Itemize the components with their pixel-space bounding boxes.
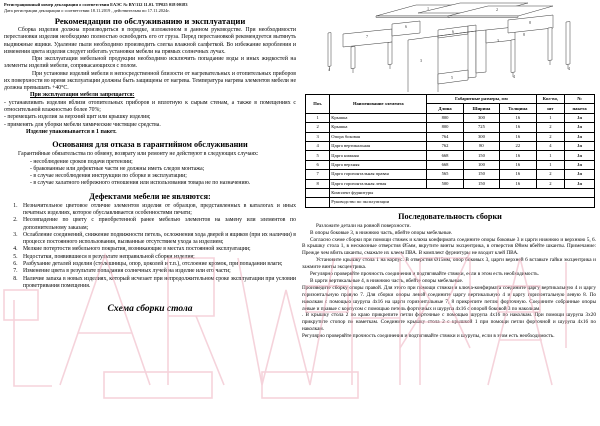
cell-pack: 1н (565, 113, 595, 122)
prohibited-item: - устанавливать изделия вблизи отопительных приборов и вплотную к сырым стенам, а также в помещениях с относительной влажностью более 70%; (4, 99, 296, 114)
cell-name: Царга нижняя (330, 151, 427, 160)
cell-width: 300 (463, 113, 499, 122)
cell-pack: 1н (565, 132, 595, 141)
cell-length: 500 (427, 179, 463, 188)
cell-name: Опора боковая (330, 132, 427, 141)
header-length: Длина (427, 104, 463, 113)
defects-list (4, 203, 296, 291)
cell-pos-empty (306, 198, 330, 207)
cell-name: Руководство по эксплуатации (330, 198, 595, 207)
defect-item: 5. Недостатки, появившиеся в результате неправильной сборки изделия; (19, 254, 296, 261)
packaging-note: Изделие упаковывается в 1 пакет. (26, 128, 117, 135)
header-qty-unit: шт (536, 104, 565, 113)
header-qty: Кол-во, (536, 95, 565, 104)
cell-length: 762 (427, 141, 463, 150)
diagram-label-8: 8 (529, 21, 531, 25)
cell-name: Комплект фурнитуры (330, 188, 595, 197)
assembly-step: Разложите детали на ровной поверхности. (316, 222, 411, 229)
diagram-label-3b: 3 (497, 39, 499, 43)
cell-name: Царга вертикальная (330, 141, 427, 150)
assembly-step: В царги вертикальные 4, в нижнюю часть, вбейте опоры мебельные. (310, 277, 464, 284)
table-row-extra (306, 198, 595, 207)
prohibited-heading (4, 92, 296, 99)
table-row (306, 132, 595, 141)
diagram-label-1: 1 (427, 7, 429, 11)
table-row-extra (306, 188, 595, 197)
cell-thickness: 22 (500, 141, 536, 150)
header-name: Наименование элемента (330, 95, 427, 114)
cell-length: 668 (427, 151, 463, 160)
diagram-label-7: 7 (366, 35, 368, 39)
defect-item: 7. Изменение цвета в результате попадания солнечных лучей на изделие или его части; (19, 268, 296, 275)
cell-pos: 4 (306, 141, 330, 150)
defect-item: 2. Несовпадение по цвету с приобретенной ранее мебелью элементов на замену или элементов по дополнительному заказам; (19, 217, 296, 232)
cell-qty: 1 (536, 160, 565, 169)
cell-thickness: 16 (500, 132, 536, 141)
cell-width: 100 (463, 160, 499, 169)
diagram-label-2: 2 (496, 8, 498, 12)
diagram-label-3: 3 (420, 59, 422, 63)
header-width: Ширина (463, 104, 499, 113)
assembly-step: Установите крышку стола 1 на корпус. В отверстия Ø15мм, опор боковых 3, царги верхней 6 вставьте гайки эксцентрика и зажмите винты эксцентрика. (302, 257, 596, 271)
cell-length: 668 (427, 160, 463, 169)
cell-thickness: 16 (500, 160, 536, 169)
warranty-case: - несоблюдение сроков подачи претензии; (30, 158, 133, 165)
cell-name: Крышка (330, 113, 427, 122)
cell-pos: 5 (306, 151, 330, 160)
assembly-step: Произведите сборку опоры правой. Для этого при помощи стяжки и ключа-конфирмата соедините царгу вертикальную 4 и царгу горизонтальную правую 7. Для сборки опоры левой соедините царгу вертикальную 4 и царгу горизонтальную левую 8. По наколкам с помощью шурупа 4х16 на царги горизонтальные 7, 8 прикрепите петлю форточную. Соедините собранные опоры левые и правые с корпусом с помощью петель форточных и шурупа 4х16 с опорой боковой 3 по наколкам. (302, 284, 596, 312)
cell-width: 300 (463, 132, 499, 141)
table-row (306, 170, 595, 179)
cell-pack: 1н (565, 160, 595, 169)
assembly-step: Согласно схеме сборки при помощи стяжек и ключа конфирмата соедините опоры боковые 3 и царги нижнюю и верхнюю 5, 6. В крышку стола 1, в несквозные отверстия Ø5мм, вкрутите винты эксцентрика, в отверстия Ø8мм вбейте шканты. Примечание: Прежде чем вбить шканты, смажьте их клеем ПВА. В комплект фурнитуры не входит клей ПВА. (302, 236, 596, 257)
cell-width: 150 (463, 179, 499, 188)
cell-pos: 7 (306, 170, 330, 179)
cell-width: 725 (463, 123, 499, 132)
maintenance-paragraph-3: При установке изделий мебели в непосредственной близости от нагревательных и отопительных приборов их поверхности во время эксплуатации должны быть защищены от нагрева. Температура нагрева элементов мебели не должна превышать +40°С. (4, 70, 296, 92)
cell-width: 80 (463, 141, 499, 150)
cell-thickness: 16 (500, 151, 536, 160)
cell-width: 150 (463, 151, 499, 160)
assembly-step: Регулярно проверяйте прочность соединения и подтягивайте стяжки, если в этом есть необходимость. (310, 271, 539, 278)
cell-qty: 2 (536, 179, 565, 188)
cell-pos: 1 (306, 113, 330, 122)
cell-pack: 1н (565, 179, 595, 188)
defect-item: 1. Незначительное цветовое отличие элементов изделия от образцов, представленных в каталогах и иных печатных изделиях, которое обуславливается особенностями печати; (19, 203, 296, 218)
table-row (306, 179, 595, 188)
prohibited-item: - перемещать изделия за верхний щит или крышку изделия; (4, 114, 151, 121)
header-pos: Поз. (306, 95, 330, 114)
warranty-intro: Гарантийные обязательства по обмену, возврату или ремонту не действуют в следующих случаях: (18, 151, 259, 158)
cell-qty: 4 (536, 141, 565, 150)
left-column (4, 2, 296, 419)
cell-pack: 1н (565, 123, 595, 132)
registration-number-line: Регистрационный номер декларации о соответствии ЕАЭС № BY/112 11.01. ТР025 018 00183 (4, 2, 188, 7)
header-thickness: Толщина (500, 104, 536, 113)
assembly-step: Регулярно проверяйте прочность соединения и подтягивайте стяжки и шурупы, если в этом есть необходимость. (302, 333, 555, 340)
maintenance-paragraph-2: При эксплуатации мебельной продукции необходимо исключить попадание воды и иных жидкостей на элементы изделий мебели, соприкасающихся с полом. (4, 56, 296, 70)
table-row (306, 151, 595, 160)
right-column (300, 0, 600, 421)
defect-item: 8. Наличие запаха в новых изделиях, который исчезает при непродолжительном сроке эксплуатации при условии проветривания помещения. (19, 276, 296, 291)
cell-thickness: 16 (500, 179, 536, 188)
diagram-label-8b: 8 (523, 33, 525, 37)
cell-pos: 2 (306, 123, 330, 132)
warranty-case: - в случае халатного небрежного отношения или использования товара не по назначению. (30, 180, 251, 187)
cell-pos: 3 (306, 132, 330, 141)
prohibited-heading-text: При эксплуатации мебели запрещается: (30, 92, 135, 99)
cell-width: 150 (463, 170, 499, 179)
cell-pos: 8 (306, 179, 330, 188)
cell-pos-empty (306, 188, 330, 197)
cell-qty: 2 (536, 132, 565, 141)
diagram-label-4: 4 (513, 75, 515, 79)
defect-item: 4. Мелкие потертости мебельного покрытия, возникающие в местах постоянной эксплуатации; (19, 246, 296, 253)
assembly-title: Последовательность сборки (398, 211, 502, 221)
cell-name: Царга горизонтальная правая (330, 170, 427, 179)
parts-table-body (306, 113, 595, 207)
prohibited-list (4, 100, 296, 129)
cell-pos: 6 (306, 160, 330, 169)
warranty-title: Основания для отказа в гарантийном обслуживании (52, 140, 248, 150)
table-row (306, 160, 595, 169)
table-row (306, 113, 595, 122)
cell-thickness: 16 (500, 113, 536, 122)
header-pack: № (565, 95, 595, 104)
cell-length: 800 (427, 113, 463, 122)
cell-thickness: 16 (500, 170, 536, 179)
cell-length: 800 (427, 123, 463, 132)
scheme-caption: Схема сборки стола (107, 304, 193, 315)
cell-pack: 1н (565, 151, 595, 160)
cell-qty: 1 (536, 151, 565, 160)
defects-title: Дефектами мебели не являются: (89, 191, 211, 201)
cell-qty: 1 (536, 113, 565, 122)
header-dimensions-group: Габаритные размеры, мм (427, 95, 536, 104)
maintenance-paragraph-1: Сборка изделия должна производиться в порядке, изложенном в данном руководстве. При необходимости перестановки изделия необходимо полностью освободить его от груза. Перед перестановкой рекомендуется вытянуть выдвижные ящики. Удаление пыли необходимо производить слегка влажной салфеткой. Во избежание коробления и изменения цвета изделия следует избегать установки мебели на прямых солнечных лучах. (4, 27, 296, 55)
table-row (306, 141, 595, 150)
diagram-label-6b: 6 (405, 25, 407, 29)
assembly-steps (300, 223, 600, 340)
prohibited-item: - применять для уборки мебели химические чистящие средства. (4, 121, 161, 128)
cell-qty: 2 (536, 123, 565, 132)
diagram-label-4c: 4 (568, 67, 570, 71)
cell-pack: 1н (565, 170, 595, 179)
warranty-cases-list (4, 159, 296, 188)
defect-item: 6. Разбухание деталей изделия (столешницы, опор, цоколей и т.п.), отслоение кромок, при попадании влаги; (19, 261, 296, 268)
warranty-case: - бракованные или дефектные части не должны иметь следов монтажа; (30, 165, 205, 172)
registration-date-line: Дата регистрации декларации о соответствии 18.11.2019 , действительна по 17.11.2024г. (4, 7, 170, 13)
table-row (306, 123, 595, 132)
header-pack-unit: пакета (565, 104, 595, 113)
cell-name: Царга горизонтальная левая (330, 179, 427, 188)
cell-name: Крышка (330, 123, 427, 132)
cell-pack: 1н (565, 141, 595, 150)
diagram-label-6: 6 (452, 30, 454, 34)
cell-length: 565 (427, 170, 463, 179)
defect-item: 3. Ослабление соединений, снижение подвижности петель, осложнения хода дверей и ящиков (при их наличии) в процессе постоянного использования, вызванные отсутствием ухода за изделием; (19, 232, 296, 247)
cell-length: 764 (427, 132, 463, 141)
maintenance-title: Рекомендации по обслуживанию и эксплуатации (54, 16, 246, 27)
exploded-assembly-diagram (300, 0, 600, 92)
cell-name: Царга верхняя (330, 160, 427, 169)
diagram-label-5: 5 (451, 76, 453, 80)
cell-thickness: 16 (500, 123, 536, 132)
diagram-label-4b: 4 (328, 68, 330, 72)
assembly-step: В опоры боковые 3, в нижнюю часть, вбейте опоры мебельные. (310, 229, 453, 236)
assembly-step: . В крышку стола 2 по краю прикрепите петли форточные с помощью шурупа 4х16 по наколкам. При помощи шурупа 3х20 прикрутите стопор по наметкам. Соедините крышку стола 2 с крышкой 1 при помощи петли форточной и шурупа 4х16 по наколкам. (302, 312, 596, 333)
cell-qty: 2 (536, 170, 565, 179)
table-header-row-1 (306, 95, 595, 104)
parts-table (305, 94, 595, 208)
warranty-case: - в случае несоблюдения инструкции по сборке и эксплуатации; (30, 173, 187, 180)
